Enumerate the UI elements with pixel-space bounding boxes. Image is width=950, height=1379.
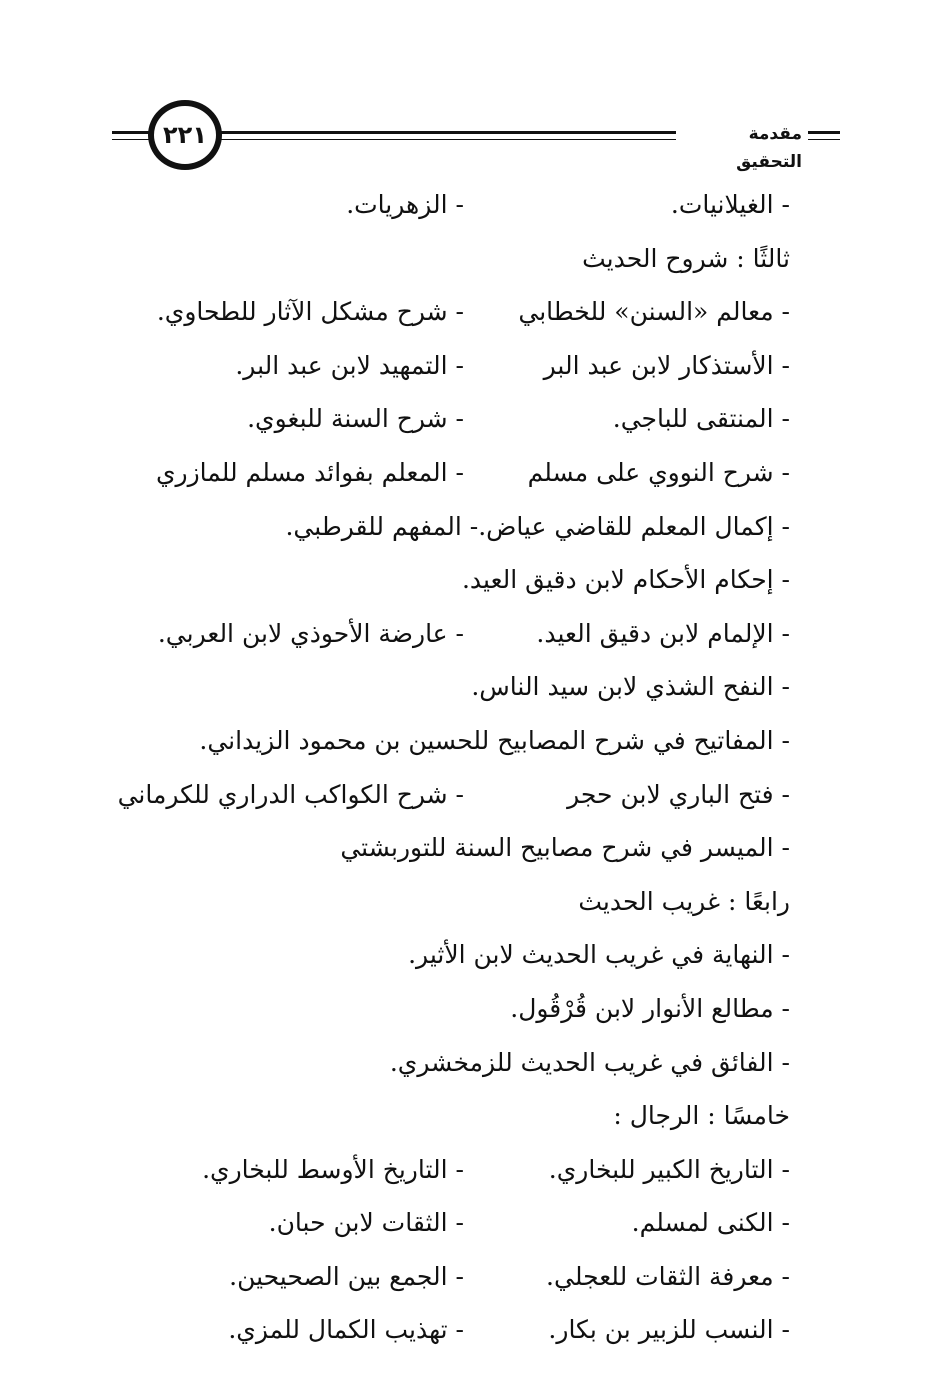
entry-text-secondary: - الجمع بين الصحيحين.: [229, 1261, 464, 1291]
entry-text: خامسًا : الرجال :: [613, 1101, 790, 1131]
entry-text: رابعًا : غريب الحديث: [578, 886, 790, 916]
entry-text: - التاريخ الكبير للبخاري.: [548, 1154, 790, 1184]
list-item: [100, 1196, 790, 1250]
entry-text: - المفاتيح في شرح المصابيح للحسين بن محمود الزيداني.: [199, 725, 790, 755]
entry-text: - الكنى لمسلم.: [631, 1208, 790, 1238]
entry-text: - معالم «السنن» للخطابي: [518, 297, 790, 327]
entry-text: - إكمال المعلم للقاضي عياض.- المفهم للقرطبي.: [285, 511, 790, 541]
section-heading: [100, 232, 790, 286]
entry-text: - مطالع الأنوار لابن قُرْقُول.: [510, 993, 790, 1023]
list-item: [100, 1250, 790, 1304]
entry-text: - إحكام الأحكام لابن دقيق العيد.: [461, 565, 790, 595]
entry-text-secondary: - شرح مشكل الآثار للطحاوي.: [156, 297, 464, 327]
entry-text: - الفائق في غريب الحديث للزمخشري.: [389, 1047, 790, 1077]
list-item: [100, 339, 790, 393]
entry-text: - المنتقى للباجي.: [612, 404, 790, 434]
section-heading: [100, 1089, 790, 1143]
list-item: [100, 607, 790, 661]
list-item: [100, 1036, 790, 1090]
entry-text: - الأستذكار لابن عبد البر: [543, 350, 790, 380]
list-item: [100, 821, 790, 875]
entry-text-secondary: - عارضة الأحوذي لابن العربي.: [157, 618, 464, 648]
entry-text-secondary: - شرح السنة للبغوي.: [247, 404, 464, 434]
entry-text: - الغيلانيات.: [670, 190, 790, 219]
list-item: [100, 768, 790, 822]
entry-text: - النفح الشذي لابن سيد الناس.: [471, 672, 790, 702]
list-item: [100, 714, 790, 768]
entry-text: - النسب للزبير بن بكار.: [548, 1315, 790, 1345]
entry-text: - شرح النووي على مسلم: [527, 457, 790, 487]
entry-text-secondary: - شرح الكواكب الدراري للكرماني: [117, 779, 464, 809]
list-item: [100, 446, 790, 500]
list-item: [100, 285, 790, 339]
page-body: [100, 178, 790, 1357]
entry-text: - النهاية في غريب الحديث لابن الأثير.: [408, 940, 790, 970]
list-item: [100, 178, 790, 232]
entry-text-secondary: - تهذيب الكمال للمزي.: [228, 1315, 464, 1345]
entry-text-secondary: - التاريخ الأوسط للبخاري.: [202, 1154, 464, 1184]
list-item: [100, 1143, 790, 1197]
list-item: [100, 1303, 790, 1357]
page-number: ٢٢١: [148, 100, 222, 170]
list-item: [100, 500, 790, 554]
section-heading: [100, 875, 790, 929]
running-title: مقدمة التحقيق: [676, 120, 808, 148]
entry-text-secondary: - المعلم بفوائد مسلم للمازري: [155, 457, 464, 487]
entry-text-secondary: - الثقات لابن حبان.: [268, 1208, 464, 1238]
entry-text: - معرفة الثقات للعجلي.: [546, 1261, 790, 1291]
list-item: [100, 553, 790, 607]
list-item: [100, 660, 790, 714]
list-item: [100, 928, 790, 982]
entry-text: - الإلمام لابن دقيق العيد.: [536, 618, 790, 648]
list-item: [100, 982, 790, 1036]
list-item: [100, 392, 790, 446]
entry-text-secondary: - التمهيد لابن عبد البر.: [235, 350, 464, 380]
entry-text: - الميسر في شرح مصابيح السنة للتوربشتي: [340, 833, 790, 863]
entry-text: ثالثًا : شروح الحديث: [582, 243, 790, 273]
entry-text-secondary: - الزهريات.: [346, 190, 464, 219]
entry-text: - فتح الباري لابن حجر: [567, 779, 790, 809]
